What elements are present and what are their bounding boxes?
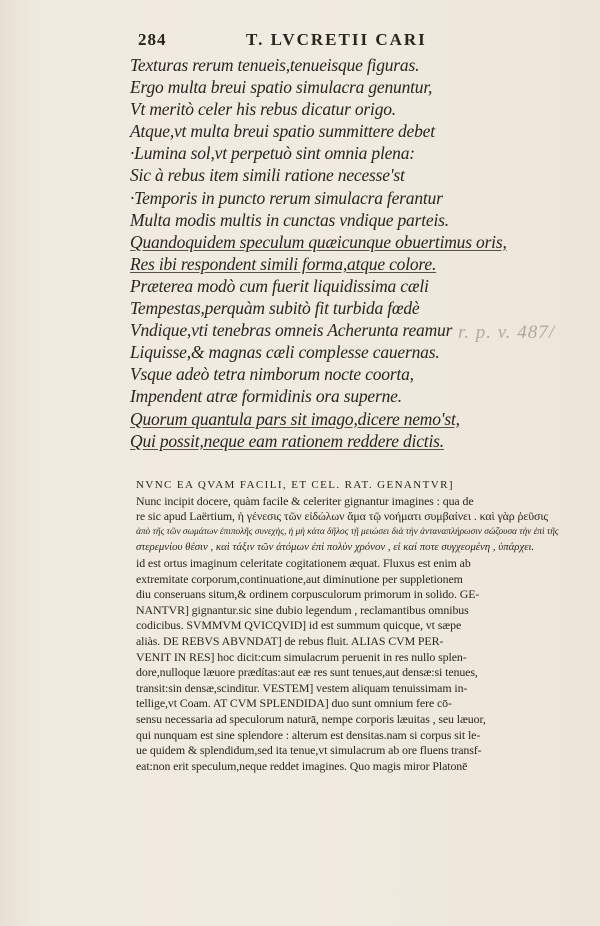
verse-line: Ergo multa breui spatio simulacra genuntur,	[130, 77, 433, 98]
verse-line: Præterea modò cum fuerit liquidissima cæli	[130, 275, 429, 296]
commentary-line: transit:sin densæ,scinditur. VESTEM] vestem aliquam tenuissimam in-	[136, 680, 468, 695]
verse-line: Impendent atræ formidinis ora superne.	[130, 386, 402, 407]
verse-line: ·Lumina sol,vt perpetuò sint omnia plena:	[130, 143, 415, 164]
commentary-line: στερεμνίου θέσιν , καὶ τάξιν τῶν ἀτόμων ἐπὶ πολὺν χρόνον , εἰ καί ποτε συγχεομένη , ὑπάρχει.	[136, 541, 535, 554]
verse-line: Multa modis multis in cunctas vndique parteis.	[130, 209, 449, 230]
running-head: T. LVCRETII CARI	[246, 30, 427, 49]
verse-line: Quorum quantula pars sit imago,dicere nemo'st,	[130, 408, 460, 429]
verse-block	[130, 54, 570, 452]
verse-line: Vsque adeò tetra nimborum nocte coorta,	[130, 364, 414, 385]
page-number: 284	[138, 30, 167, 49]
commentary-line: NANTVR] gignantur.sic sine dubio legendum , reclamantibus omnibus	[136, 602, 469, 617]
commentary-line: ἀπὸ τῆς τῶν σωμάτων ἐπιπολῆς συνεχὴς, ἡ μὴ κάτα δῆλος τῇ μειώσει διὰ τὴν ἀνταναπλήρωσιν σώζουσα τὴν ἐπὶ τῆς	[136, 526, 559, 537]
verse-line: ·Temporis in puncto rerum simulacra ferantur	[130, 187, 443, 208]
page-header	[138, 30, 468, 52]
commentary-line: NVNC EA QVAM FACILI, ET CEL. RAT. GENANTVR]	[136, 479, 454, 491]
verse-line: Quandoquidem speculum quæicunque obuertimus oris,	[130, 231, 507, 252]
commentary-line: eat:non erit speculum,neque reddet imagines. Quo magis miror Platonē	[136, 758, 468, 773]
commentary-line: dore,nulloque læuore prædítas:aut eæ res sunt tenues,aut densæ:si tenues,	[136, 665, 478, 680]
commentary-line: sensu necessaria ad speculorum naturā, nempe corporis læuitas , seu læuor,	[136, 711, 486, 726]
commentary-line: VENIT IN RES] hoc dicit:cum simulacrum peruenit in res nullo splen-	[136, 649, 467, 664]
commentary-line: re sic apud Laërtium, ἡ γένεσις τῶν εἰδώλων ἅμα τῷ νοήματι συμβαίνει . καὶ γὰρ ῥεῦσις	[136, 509, 549, 524]
commentary-line: extremitate corporum,continuatione,aut diminutione per suppletionem	[136, 571, 463, 586]
commentary-block	[136, 478, 566, 774]
verse-line: Atque,vt multa breui spatio summittere debet	[130, 121, 435, 142]
verse-line: Liquisse,& magnas cæli complesse cauernas.	[130, 342, 440, 363]
commentary-line: tellige,vt Coam. AT CVM SPLENDIDA] duo sunt omnium fere cō-	[136, 696, 452, 711]
commentary-line: aliàs. DE REBVS ABVNDAT] de rebus fluit. ALIAS CVM PER-	[136, 633, 444, 648]
verse-line: Tempestas,perquàm subitò fit turbida fœdè	[130, 298, 420, 319]
verse-line: Vndique,vti tenebras omneis Acherunta reamur	[130, 320, 453, 341]
commentary-line: ue quidem & splendidum,sed ita tenue,vt simulacrum ab ore fluens transf-	[136, 743, 482, 758]
commentary-line: diu conseruans situm,& ordinem corpusculorum primorum in solido. GE-	[136, 587, 480, 602]
verse-line: Qui possit,neque eam rationem reddere dictis.	[130, 430, 444, 451]
verse-line: Res ibi respondent simili forma,atque colore.	[130, 253, 437, 274]
commentary-line: Nunc incipit docere, quàm facile & celeriter gignantur imagines : qua de	[136, 493, 474, 508]
verse-line: Texturas rerum tenueis,tenueisque figuras.	[130, 55, 420, 75]
verse-line: Vt meritò celer his rebus dicatur origo.	[130, 99, 396, 120]
commentary-line: id est ortus imaginum celeritate cogitationem æquat. Fluxus est enim ab	[136, 555, 471, 570]
handwritten-margin-note: r. p. v. 487/	[458, 322, 556, 343]
commentary-line: qui nunquam est sine splendore : alterum est densitas.nam si corpus sit le-	[136, 727, 481, 742]
commentary-line: codicibus. SVMMVM QVICQVID] id est summum quicque, vt sæpe	[136, 618, 462, 633]
verse-line: Sic à rebus item simili ratione necesse'st	[130, 165, 405, 186]
